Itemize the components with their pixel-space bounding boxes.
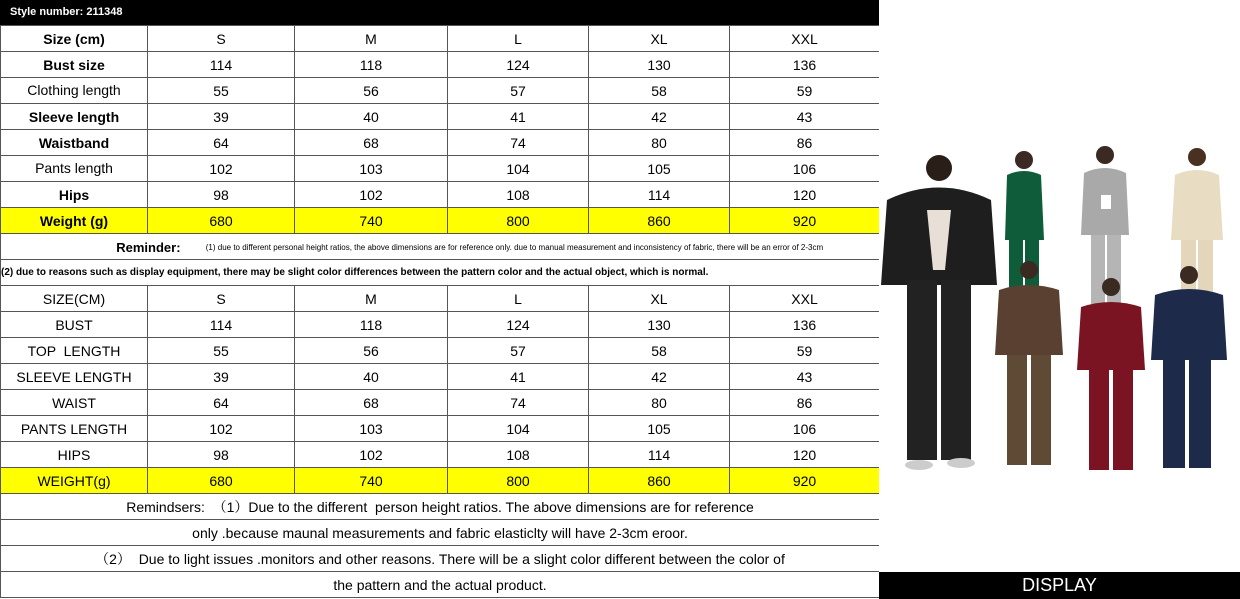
table-cell: 102 [295,442,448,468]
table-cell: 680 [148,208,295,234]
model-display-panel [879,0,1240,599]
model-photo-illustration [879,25,1240,572]
size-cell: S [148,26,295,52]
table-row [1,338,880,364]
table-cell: 74 [448,390,589,416]
note-text: Remindsers: （1）Due to the different person height ratios. The above dimensions are for reference [1,494,880,520]
table-cell: 103 [295,416,448,442]
table-cell: 58 [589,78,730,104]
table-cell: 104 [448,156,589,182]
row-label: Sleeve length [1,104,148,130]
reminder-row-1 [1,234,880,260]
reminder-cell [1,260,880,286]
note-text: （2） Due to light issues .monitors and other reasons. There will be a slight color different between the color of [1,546,880,572]
model-figure-black [881,155,997,470]
reminder-cell [1,234,880,260]
table-cell: 104 [448,416,589,442]
row-label: Pants length [1,156,148,182]
size-chart-table [0,25,880,598]
size-cell: M [295,26,448,52]
table-cell: 68 [295,390,448,416]
table-cell: 39 [148,364,295,390]
size-cell: XXL [730,26,880,52]
table-cell: 800 [448,208,589,234]
table-cell: 58 [589,338,730,364]
row-label: SLEEVE LENGTH [1,364,148,390]
size-cell: S [148,286,295,312]
table-cell: 860 [589,468,730,494]
model-figure-navy [1151,266,1227,468]
table-row [1,156,880,182]
table-row [1,182,880,208]
table-cell: 86 [730,390,880,416]
row-label: BUST [1,312,148,338]
table-cell: 64 [148,130,295,156]
table-cell: 114 [148,312,295,338]
table-cell: 105 [589,416,730,442]
table1-size-label: Size (cm) [1,26,148,52]
table-cell: 860 [589,208,730,234]
table-cell: 124 [448,52,589,78]
table-cell: 68 [295,130,448,156]
size-cell: M [295,286,448,312]
table-row [1,78,880,104]
table-cell: 680 [148,468,295,494]
table-cell: 136 [730,52,880,78]
table-row [1,104,880,130]
table-cell: 103 [295,156,448,182]
reminder-text-2: (2) due to reasons such as display equipment, there may be slight color differences between the pattern color and the actual object, which is normal. [1,267,709,278]
table-cell: 114 [148,52,295,78]
row-label: Hips [1,182,148,208]
table-cell: 57 [448,338,589,364]
table-cell: 43 [730,364,880,390]
table-cell: 106 [730,156,880,182]
table-cell: 118 [295,312,448,338]
table-row [1,416,880,442]
table-row [1,312,880,338]
size-cell: L [448,26,589,52]
table-cell: 108 [448,442,589,468]
size-cell: XXL [730,286,880,312]
table-cell: 64 [148,390,295,416]
table-cell: 41 [448,364,589,390]
table-cell: 102 [295,182,448,208]
table-cell: 57 [448,78,589,104]
table-cell: 740 [295,468,448,494]
table-cell: 118 [295,52,448,78]
row-label: PANTS LENGTH [1,416,148,442]
model-figure-brown [995,261,1063,465]
table-cell: 56 [295,338,448,364]
table-cell: 120 [730,442,880,468]
table-cell: 920 [730,468,880,494]
note-row [1,572,880,598]
table-cell: 40 [295,364,448,390]
table-cell: 114 [589,442,730,468]
note-row [1,494,880,520]
note-text: the pattern and the actual product. [1,572,880,598]
table-cell: 55 [148,338,295,364]
table-cell: 80 [589,390,730,416]
note-row [1,546,880,572]
display-label: DISPLAY [879,572,1240,599]
table-cell: 59 [730,338,880,364]
table-cell: 114 [589,182,730,208]
row-label: Weight (g) [1,208,148,234]
table-cell: 130 [589,52,730,78]
table-cell: 59 [730,78,880,104]
table-cell: 55 [148,78,295,104]
row-label: Bust size [1,52,148,78]
table-cell: 136 [730,312,880,338]
table-row [1,52,880,78]
table-cell: 106 [730,416,880,442]
row-label: WEIGHT(g) [1,468,148,494]
table-row-highlight [1,208,880,234]
table-cell: 102 [148,416,295,442]
table-cell: 40 [295,104,448,130]
row-label: WAIST [1,390,148,416]
table-cell: 43 [730,104,880,130]
table-cell: 74 [448,130,589,156]
table-cell: 42 [589,104,730,130]
table-cell: 124 [448,312,589,338]
reminder-label: Reminder: [116,239,181,255]
table-cell: 56 [295,78,448,104]
table-cell: 98 [148,442,295,468]
table-row-highlight [1,468,880,494]
reminder-text-1: (1) due to different personal height ratios, the above dimensions are for reference only. due to manual measurement and inconsistency of fabric, there will be an error of 2-3cm [205,242,824,252]
table-cell: 130 [589,312,730,338]
model-figure-burgundy [1077,278,1145,470]
style-number: Style number: 211348 [10,6,123,18]
table-row [1,130,880,156]
size-cell: L [448,286,589,312]
row-label: TOP LENGTH [1,338,148,364]
table-cell: 800 [448,468,589,494]
size-cell: XL [589,286,730,312]
size-cell: XL [589,26,730,52]
row-label: Clothing length [1,78,148,104]
table-cell: 98 [148,182,295,208]
row-label: Waistband [1,130,148,156]
model-photo [879,25,1240,572]
note-row [1,520,880,546]
table-cell: 120 [730,182,880,208]
table-cell: 86 [730,130,880,156]
row-label: HIPS [1,442,148,468]
reminder-row-2 [1,260,880,286]
table-cell: 105 [589,156,730,182]
table-cell: 740 [295,208,448,234]
table-row [1,442,880,468]
table2-size-label: SIZE(CM) [1,286,148,312]
table1-header-row [1,26,880,52]
table-cell: 108 [448,182,589,208]
table-cell: 39 [148,104,295,130]
table-cell: 80 [589,130,730,156]
table-cell: 102 [148,156,295,182]
table-cell: 42 [589,364,730,390]
table-cell: 41 [448,104,589,130]
table-row [1,390,880,416]
table-cell: 920 [730,208,880,234]
table2-header-row [1,286,880,312]
note-text: only .because maunal measurements and fabric elasticlty will have 2-3cm eroor. [1,520,880,546]
table-row [1,364,880,390]
